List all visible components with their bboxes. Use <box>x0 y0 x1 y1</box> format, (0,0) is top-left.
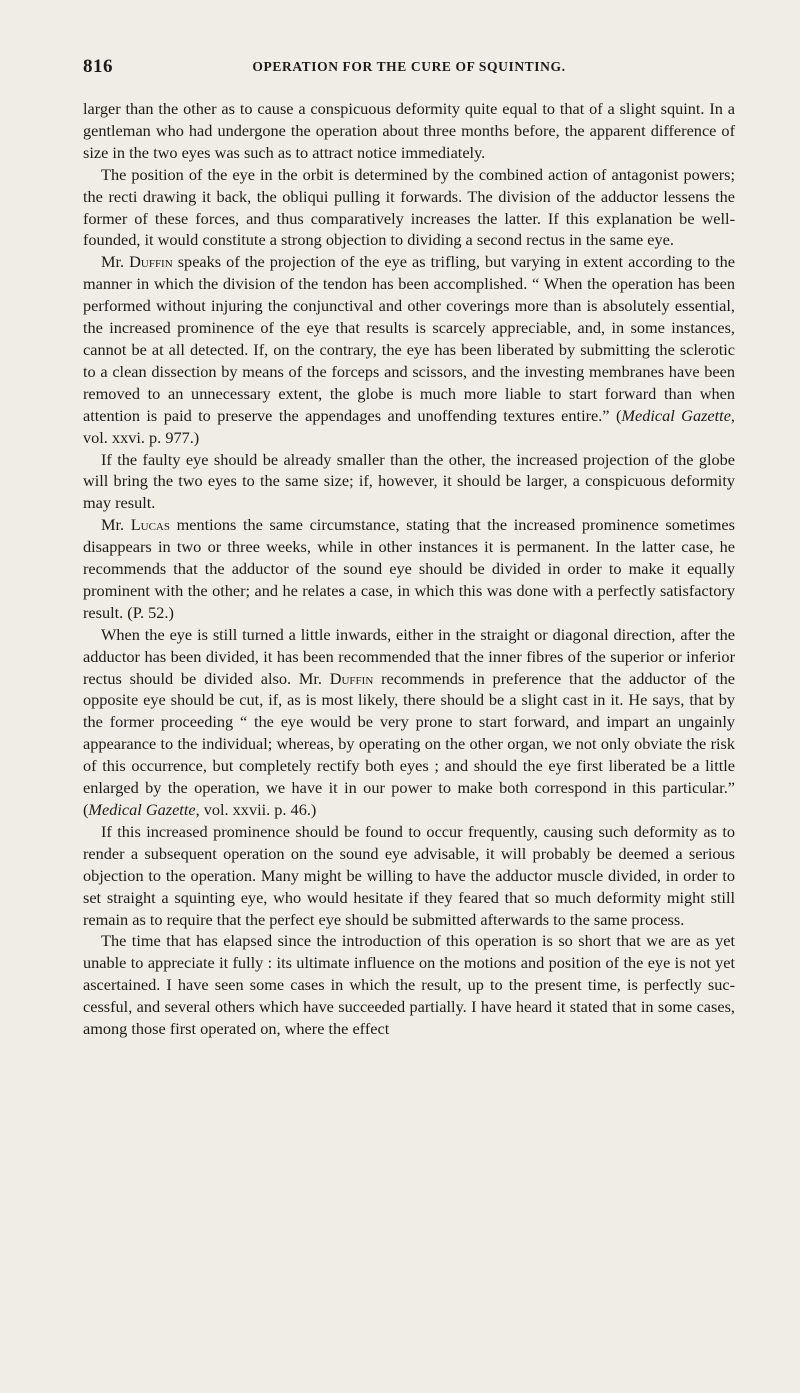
text-run: larger than the other as to cause a conspicuous deformity quite equal to that of a slight squint. In a gentleman who had undergone the operation about three months before, the apparent difference of size in the two eyes was such as to attract notice immediately. <box>83 99 735 162</box>
author-name: Duffin <box>329 668 374 688</box>
text-run: When the eye is still turned a little inwards, either in the straight or diagonal direction, after the adductor has been divided, it has been recommended that the inner fibres of the superior or inferior rectus should be divided also. Mr. <box>83 624 735 688</box>
citation-title: Medical Gazette <box>621 405 731 425</box>
text-run: The position of the eye in the orbit is determined by the combined action of antagonist powers; the recti drawing it back, the obliqui pulling it forwards. The division of the adductor lessens the former of these forces, and thus comparatively increases the latter. If this explanation be well-founded, it would constitute a strong objection to dividing a second rectus in the same eye. <box>83 164 735 250</box>
text-run: speaks of the projection of the eye as trifling, but varying in extent according to the manner in which the division of the tendon has been accomplished. “ When the operation has been performed without injuring the conjunctival and other coverings more than is absolutely essential, the increased prominence of the eye that results is scarcely appreciable, and, in some instances, cannot be at all detected. If, on the contrary, the eye has been liberated by submitting the sclerotic to a clean dissection by means of the forceps and scissors, and the investing membranes have been removed to an unnecessary extent, the globe is much more liable to start forward than when attention is paid to preserve the appendages and unoffending textures entire.” ( <box>83 252 735 425</box>
author-name: Lucas <box>130 515 170 535</box>
paragraph <box>83 821 735 931</box>
paragraph <box>83 449 735 515</box>
text-run: Mr. <box>101 252 130 272</box>
text-run: The time that has elapsed since the introduction of this operation is so short that we are as yet unable to appreciate it fully : its ultimate influence on the motions and position of the eye is not yet ascertained. I have seen some cases in which the result, up to the present time, is perfectly successful, and several others which have succeeded partially. I have heard it stated that in some cases, among those first operated on, where the effect <box>83 931 735 1039</box>
text-run: If the faulty eye should be already smaller than the other, the increased projection of the globe will bring the two eyes to the same size; if, however, it should be larger, a conspicuous deformity may result. <box>83 449 735 513</box>
paragraph <box>83 98 735 164</box>
text-run: , vol. xxvi. p. 977.) <box>83 405 735 447</box>
author-name: Duffin <box>129 252 173 272</box>
text-run: If this increased prominence should be found to occur frequently, causing such deformity as to render a subsequent operation on the sound eye advisable, it will probably be deemed a serious objection to the operation. Many might be willing to have the adductor muscle divided, in order to set straight a squinting eye, who would hesitate if they feared that so much deformity might still remain as to require that the perfect eye should be submitted afterwards to the same process. <box>83 821 735 929</box>
paragraph <box>83 930 735 1040</box>
text-run: , vol. xxvii. p. 46.) <box>195 800 317 819</box>
text-run: Mr. <box>101 515 131 535</box>
text-run: mentions the same circumstance, stating that the increased prominence sometimes disappears in two or three weeks, while in other instances it is permanent. In the latter case, he recommends that the adductor of the sound eye should be divided in order to make it equally prominent with the other; and he relates a case, in which this was done with a perfectly satisfactory result. (P. 52.) <box>83 515 735 622</box>
paragraph <box>83 251 735 448</box>
paragraph <box>83 514 735 624</box>
body-text <box>83 98 735 1040</box>
running-title: OPERATION FOR THE CURE OF SQUINTING. <box>252 59 566 74</box>
citation-title: Medical Gazette <box>88 800 196 819</box>
page-number: 816 <box>83 56 113 77</box>
paragraph <box>83 624 735 821</box>
book-page <box>83 56 735 1040</box>
page-header <box>83 56 735 84</box>
text-run: recommends in preference that the adductor of the opposite eye should be cut, if, as is most likely, there should be a slight cast in it. He says, that by the former proceeding “ the eye would be very prone to start forward, and impart an ungainly appearance to the individual; whereas, by operating on the other organ, we not only obviate the risk of this occurrence, but completely rectify both eyes ; and should the eye first liberated be a little enlarged by the operation, we have it in our power to make both correspond in this particular.” ( <box>83 668 736 819</box>
paragraph <box>83 164 735 252</box>
